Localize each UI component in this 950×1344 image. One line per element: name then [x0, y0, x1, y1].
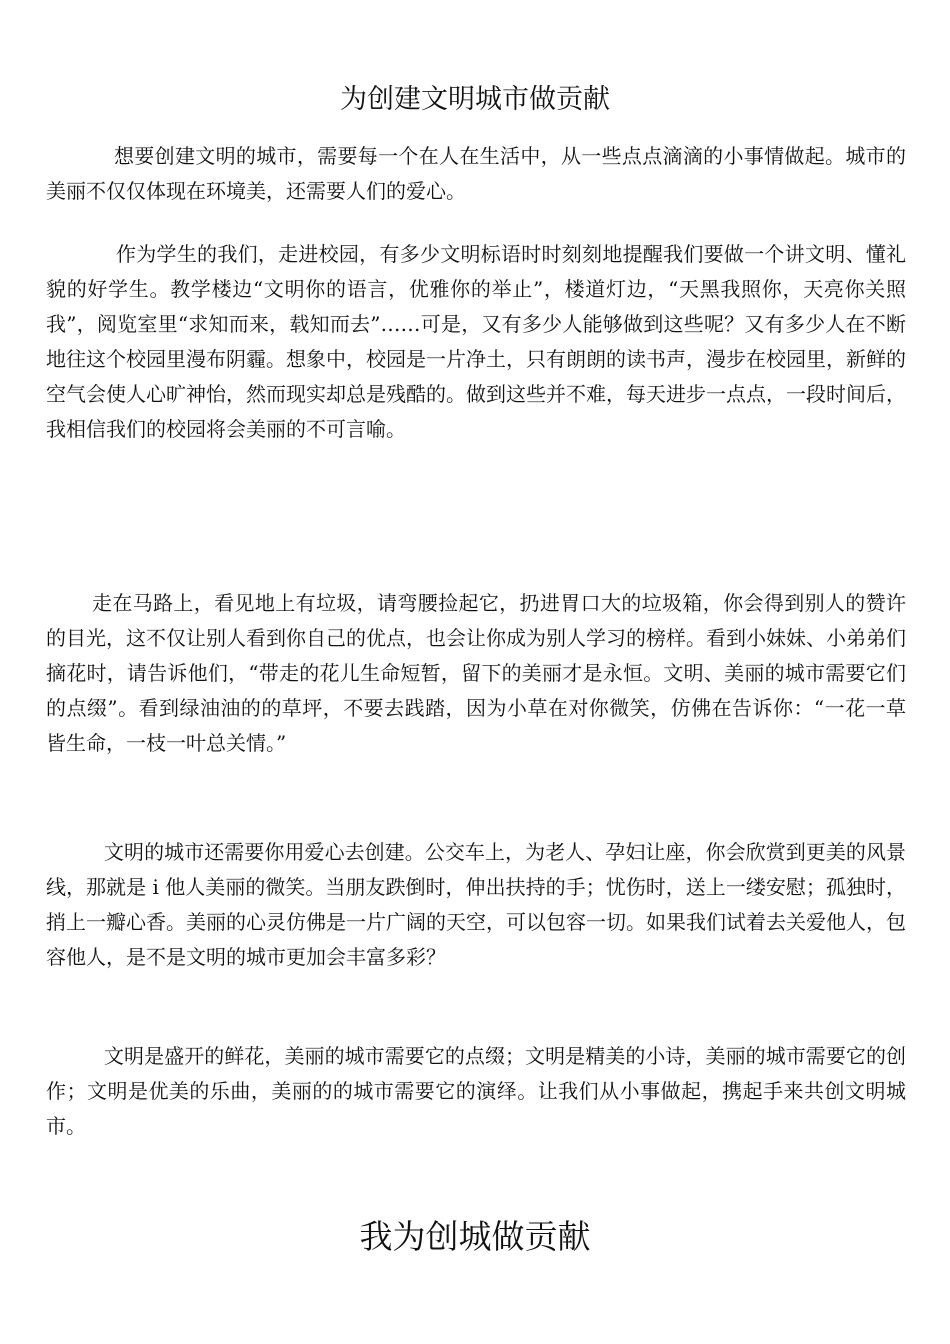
paragraph-3: 走在马路上，看见地上有垃圾，请弯腰捡起它，扔进胃口大的垃圾箱，你会得到别人的赞许的目光，这不仅让别人看到你自己的优点，也会让你成为别人学习的榜样。看到小妹妹、小弟弟们摘花时，请告诉他们，“带走的花儿生命短暂，留下的美丽才是永恒。文明、美丽的城市需要它们的点缀”。看到绿油油的的草坪，不要去践踏，因为小草在对你微笑，仿佛在告诉你：“一花一草皆生命，一枝一叶总关情。”: [46, 591, 906, 755]
paragraph-5: 文明是盛开的鲜花，美丽的城市需要它的点缀；文明是精美的小诗，美丽的城市需要它的创作；文明是优美的乐曲，美丽的的城市需要它的演绎。让我们从小事做起，携起手来共创文明城市。: [46, 1044, 906, 1138]
next-essay-title: 我为创城做贡献: [359, 1217, 591, 1256]
paragraph-4: 文明的城市还需要你用爱心去创建。公交车上，为老人、孕妇让座，你会欣赏到更美的风景线，那就是 i 他人美丽的微笑。当朋友跌倒时，伸出扶持的手；忧伤时，送上一缕安慰；孤独时，捎上一瓣心香。美丽的心灵仿佛是一片广阔的天空，可以包容一切。如果我们试着去关爱他人，包容他人，是不是文明的城市更加会丰富多彩？: [46, 840, 906, 969]
essay-title: 为创建文明城市做贡献: [340, 84, 610, 115]
paragraph-2: 作为学生的我们，走进校园，有多少文明标语时时刻刻地提醒我们要做一个讲文明、懂礼貌的好学生。教学楼边“文明你的语言，优雅你的举止”，楼道灯边，“天黑我照你，天亮你关照我”，阅览室里“求知而来，载知而去”……可是，又有多少人能够做到这些呢？又有多少人在不断地往这个校园里漫布阴霾。想象中，校园是一片净土，只有朗朗的读书声，漫步在校园里，新鲜的空气会使人心旷神怡，然而现实却总是残酷的。做到这些并不难，每天进步一点点，一段时间后，我相信我们的校园将会美丽的不可言喻。: [46, 242, 906, 441]
paragraph-1: 想要创建文明的城市，需要每一个在人在生活中，从一些点点滴滴的小事情做起。城市的美丽不仅仅体现在环境美，还需要人们的爱心。: [46, 144, 906, 203]
